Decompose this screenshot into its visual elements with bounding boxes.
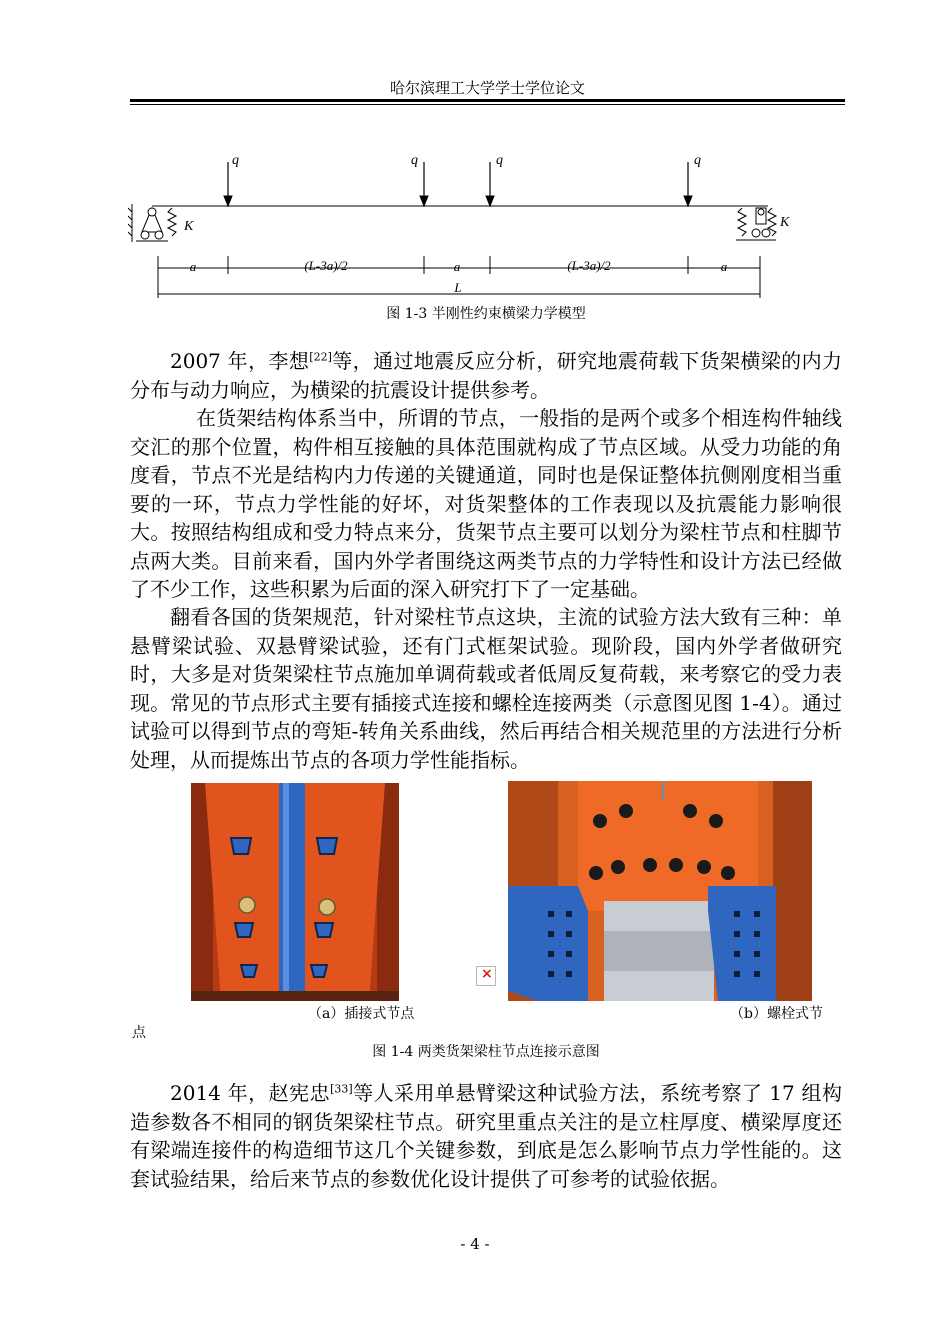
citation-22: [22] [309, 350, 332, 364]
dim-label-3: a [453, 259, 461, 274]
right-support [736, 208, 776, 240]
load-label-1: q [232, 153, 239, 168]
paragraph-4-text-b: 等人采用单悬臂梁这种试验方法，系统考察了 17 组构造参数各不相同的钢货架梁柱节点。研究里重点关注的是立柱厚度、横梁厚度还有梁端连接件的构造细节这几个关键参数，到底是怎么影响节点力学性能的。这套试验结果，给后来节点的参数优化设计提供了可参考的试验依据。 [130, 1081, 842, 1191]
header-rule-thick [130, 99, 845, 102]
paragraph-1 [130, 347, 842, 404]
spring-label-right: K [780, 215, 790, 230]
dim-label-5: a [720, 259, 728, 274]
broken-image-icon: × [476, 966, 496, 986]
dim-label-1: a [189, 259, 197, 274]
spring-label-left: K [184, 219, 194, 234]
sub-caption-a: （a）插接式节点 [308, 1006, 415, 1022]
citation-33: [33] [330, 1082, 353, 1096]
paragraph-1-text-a: 2007 年，李想 [170, 349, 310, 373]
load-label-4: q [694, 153, 701, 168]
figure-1-4-caption: 图 1-4 两类货架梁柱节点连接示意图 [372, 1044, 600, 1060]
load-label-3: q [496, 153, 503, 168]
bolted-joint-photo [508, 781, 812, 1001]
load-arrows [224, 162, 692, 206]
paragraph-4 [130, 1079, 842, 1193]
dim-label-4: (L-3a)/2 [567, 258, 611, 273]
sub-caption-b-line1: （b）螺栓式节 [730, 1006, 823, 1022]
dimension-labels [190, 258, 728, 295]
load-label-2: q [411, 153, 418, 168]
load-labels [232, 153, 701, 168]
running-header: 哈尔滨理工大学学士学位论文 [389, 79, 585, 97]
plug-in-joint-photo [191, 783, 399, 1001]
total-length-label: L [454, 280, 462, 295]
beam-mechanics-diagram [128, 148, 808, 303]
header-rule-thin [130, 104, 845, 105]
page-number: - 4 - [460, 1235, 490, 1253]
paragraph-4-text-a: 2014 年，赵宪忠 [170, 1081, 331, 1105]
paragraph-3: 翻看各国的货架规范，针对梁柱节点这块，主流的试验方法大致有三种：单悬臂梁试验、双悬臂梁试验，还有门式框架试验。现阶段，国内外学者做研究时，大多是对货架梁柱节点施加单调荷载或者低周反复荷载，来考察它的受力表现。常见的节点形式主要有插接式连接和螺栓连接两类（示意图见图 1-4）。通过试验可以得到节点的弯矩-转角关系曲线，然后再结合相关规范里的方法进行分析处理，从而提炼出节点的各项力学性能指标。 [130, 605, 842, 772]
paragraph-1-text-b: 等，通过地震反应分析，研究地震荷载下货架横梁的内力分布与动力响应，为横梁的抗震设计提供参考。 [130, 349, 842, 402]
figure-1-3-caption: 图 1-3 半刚性约束横梁力学模型 [386, 306, 586, 322]
paragraph-2: 在货架结构体系当中，所谓的节点，一般指的是两个或多个相连构件轴线交汇的那个位置，构件相互接触的具体范围就构成了节点区域。从受力功能的角度看，节点不光是结构内力传递的关键通道，同时也是保证整体抗侧刚度相当重要的一环，节点力学性能的好坏，对货架整体的工作表现以及抗震能力影响很大。按照结构组成和受力特点来分，货架节点主要可以划分为梁柱节点和柱脚节点两大类。目前来看，国内外学者围绕这两类节点的力学特性和设计方法已经做了不少工作，这些积累为后面的深入研究打下了一定基础。 [130, 406, 842, 601]
sub-caption-b-line2: 点 [132, 1025, 146, 1041]
dim-label-2: (L-3a)/2 [304, 258, 348, 273]
left-support [128, 204, 176, 242]
